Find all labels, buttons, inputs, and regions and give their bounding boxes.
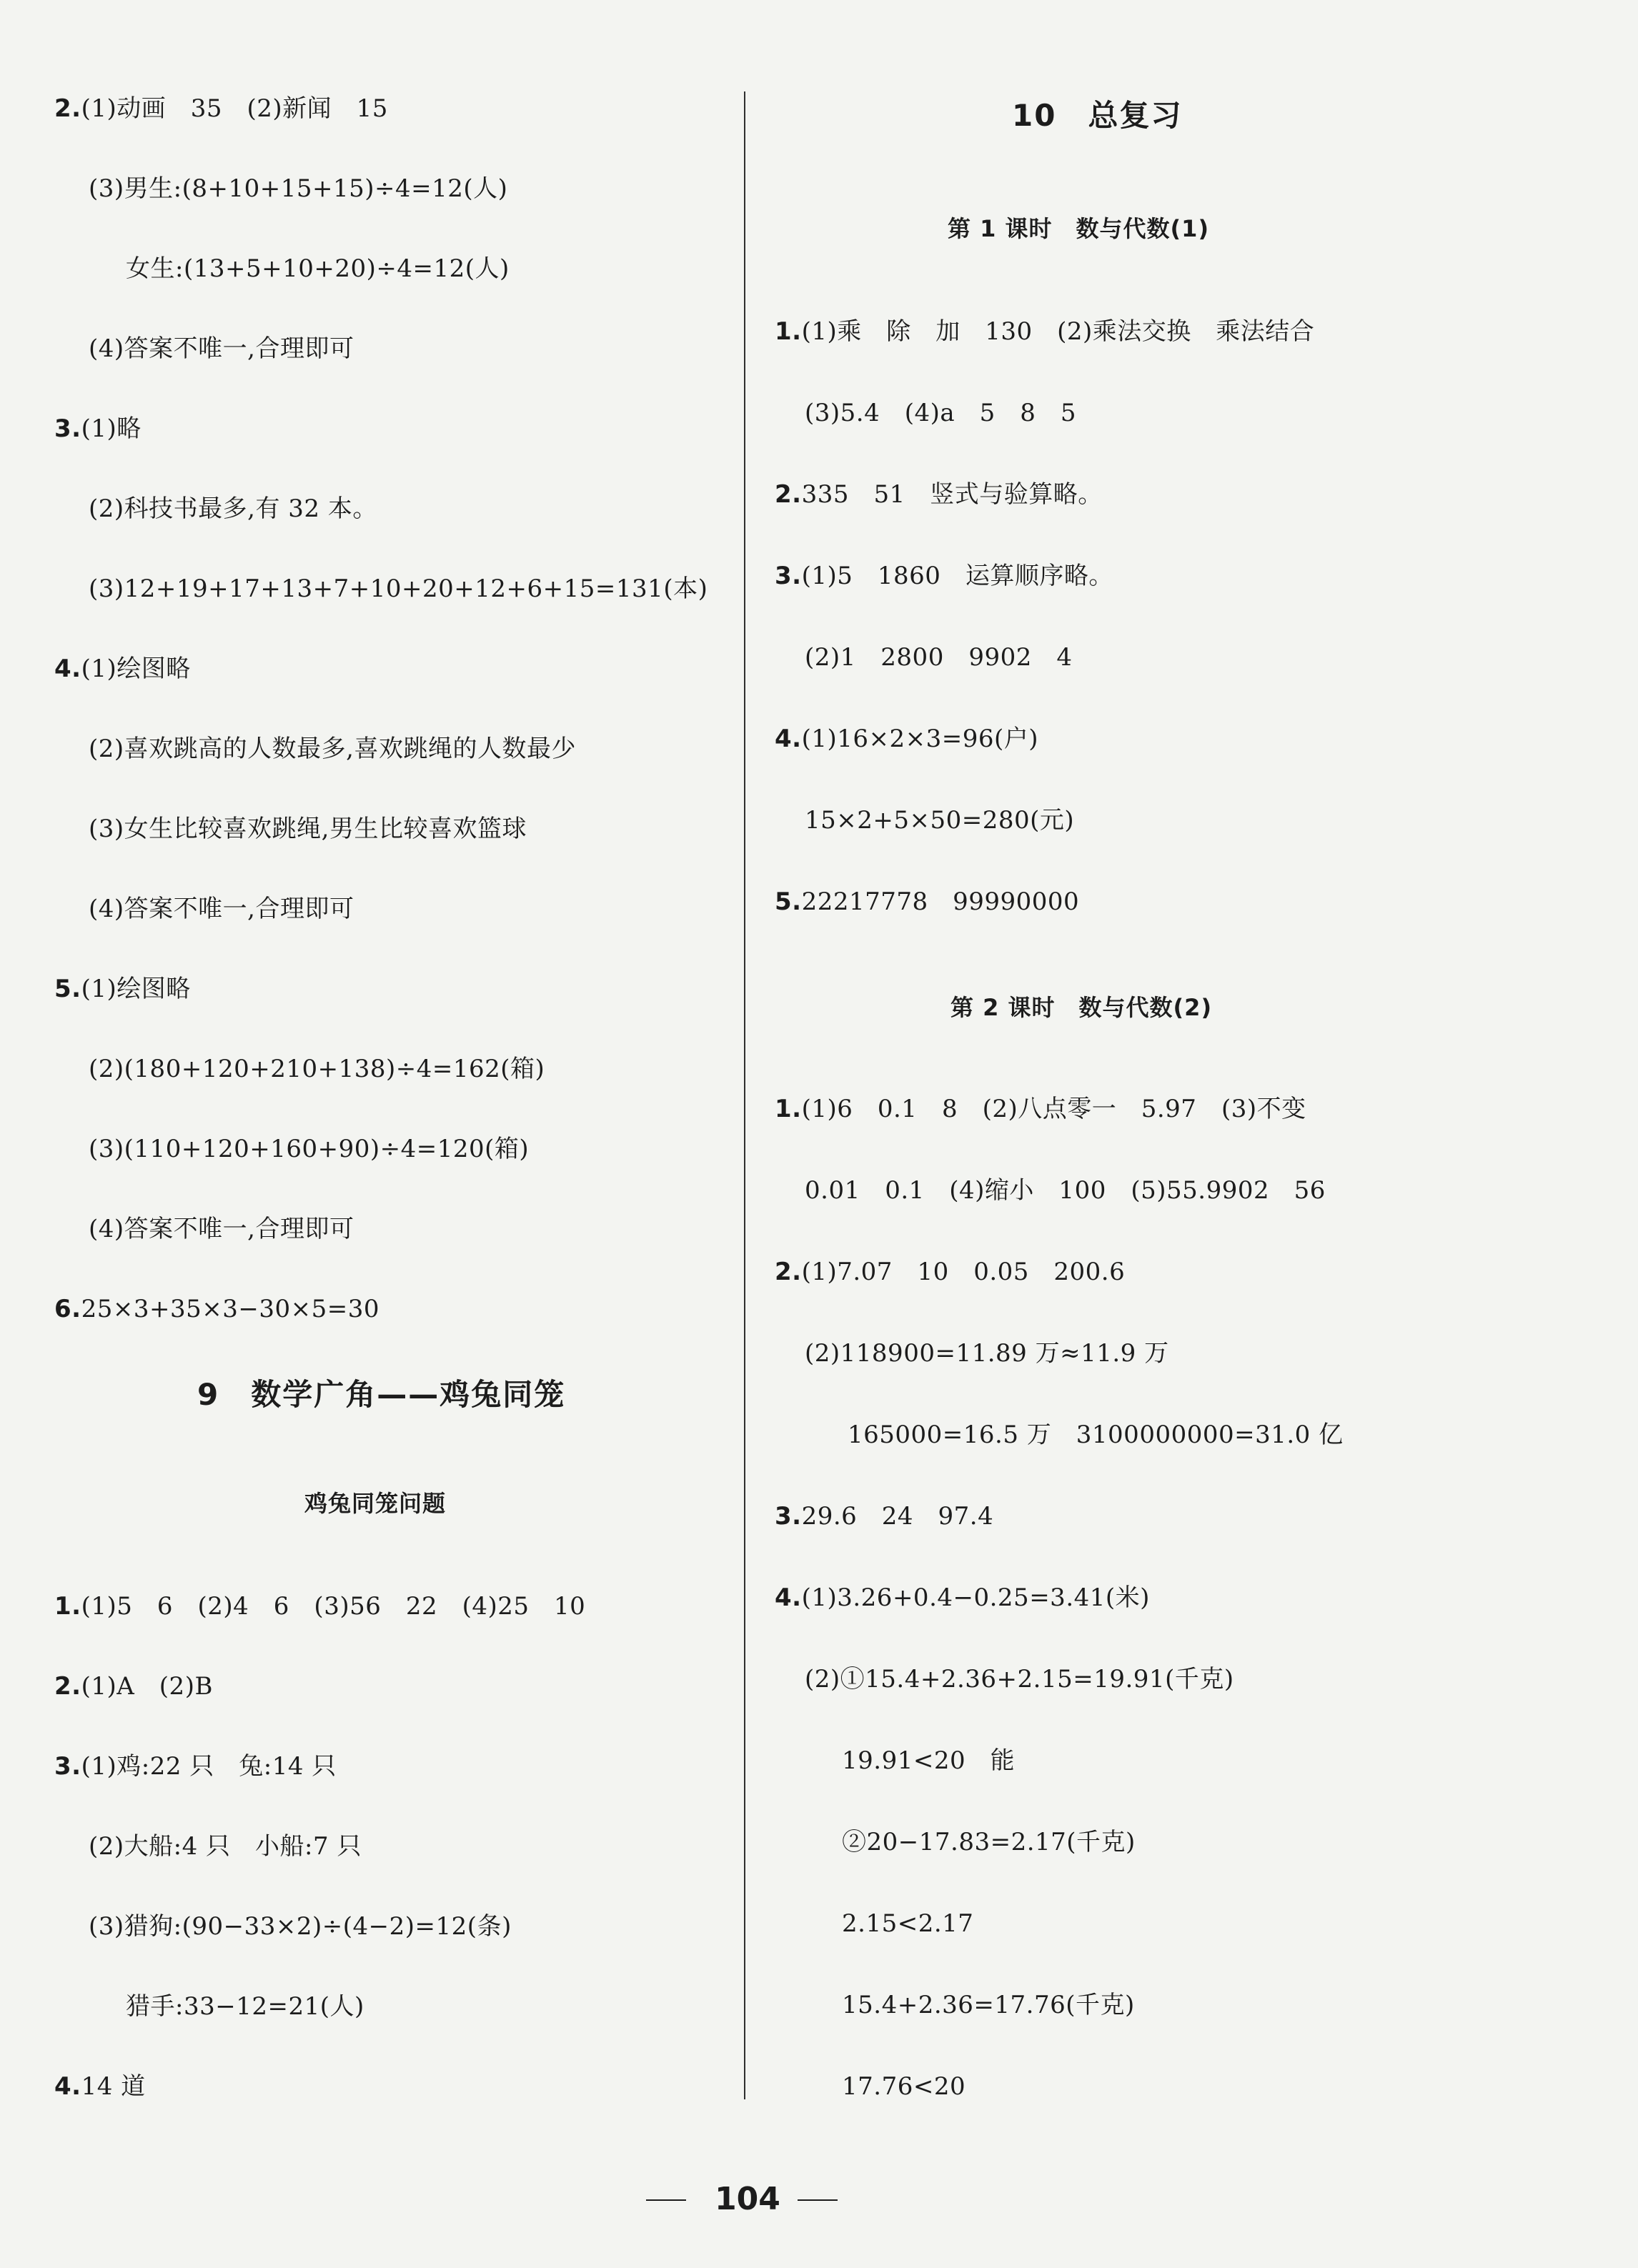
answer-text: 335 51 竖式与验算略。 bbox=[801, 480, 1103, 509]
question-number: 6. bbox=[54, 1295, 81, 1323]
answer-line: ②20−17.83=2.17(千克) bbox=[842, 1828, 1136, 1856]
answer-text: 25×3+35×3−30×5=30 bbox=[81, 1295, 379, 1323]
question-number: 2. bbox=[775, 1258, 802, 1286]
answer-line bbox=[775, 1501, 993, 1532]
answer-line: (3)猎狗:(90−33×2)÷(4−2)=12(条) bbox=[89, 1912, 512, 1941]
answer-text: (1)略 bbox=[81, 414, 142, 443]
answer-line: (2)118900=11.89 万≈11.9 万 bbox=[805, 1339, 1169, 1368]
answer-line bbox=[54, 1591, 585, 1622]
answer-line: (2)1 2800 9902 4 bbox=[805, 643, 1073, 672]
answer-line bbox=[775, 479, 1103, 510]
answer-text: (1)6 0.1 8 (2)八点零一 5.97 (3)不变 bbox=[801, 1095, 1306, 1123]
answer-text: (1)鸡:22 只 兔:14 只 bbox=[81, 1752, 337, 1781]
question-number: 3. bbox=[775, 562, 802, 590]
answer-line: (3)男生:(8+10+15+15)÷4=12(人) bbox=[89, 174, 508, 203]
answer-line bbox=[775, 560, 1113, 592]
answer-line: (2)喜欢跳高的人数最多,喜欢跳绳的人数最少 bbox=[89, 735, 576, 763]
answer-line bbox=[775, 723, 1038, 755]
answer-line: 15.4+2.36=17.76(千克) bbox=[842, 1991, 1135, 2019]
page-footer bbox=[0, 2178, 1638, 2221]
answer-line: (3)女生比较喜欢跳绳,男生比较喜欢篮球 bbox=[89, 815, 527, 843]
answer-line bbox=[54, 413, 142, 444]
question-number: 1. bbox=[775, 317, 802, 346]
answer-text: 29.6 24 97.4 bbox=[801, 1502, 994, 1531]
answer-line bbox=[775, 1093, 1306, 1125]
answer-line bbox=[775, 316, 1314, 347]
question-number: 2. bbox=[775, 480, 802, 509]
answer-text: (1)绘图略 bbox=[81, 655, 191, 683]
lesson-title: 第 1 课时 数与代数(1) bbox=[948, 215, 1210, 242]
question-number: 3. bbox=[54, 414, 81, 443]
column-divider bbox=[744, 91, 745, 2099]
answer-line: (4)答案不唯一,合理即可 bbox=[89, 895, 354, 923]
question-number: 5. bbox=[54, 975, 81, 1003]
page-number: 104 bbox=[715, 2181, 780, 2217]
question-number: 5. bbox=[775, 887, 802, 916]
answer-text: (1)绘图略 bbox=[81, 975, 191, 1003]
answer-line bbox=[54, 93, 388, 124]
question-number: 2. bbox=[54, 94, 81, 123]
answer-line: 女生:(13+5+10+20)÷4=12(人) bbox=[126, 254, 510, 283]
question-number: 4. bbox=[775, 1583, 802, 1612]
answer-line bbox=[54, 973, 191, 1005]
answer-line: 2.15<2.17 bbox=[842, 1909, 974, 1938]
answer-line: (2)①15.4+2.36+2.15=19.91(千克) bbox=[805, 1665, 1234, 1693]
chapter-title: 10 总复习 bbox=[1012, 98, 1183, 133]
question-number: 4. bbox=[775, 725, 802, 753]
chapter-title: 9 数学广角——鸡兔同笼 bbox=[197, 1377, 566, 1412]
answer-text: (1)7.07 10 0.05 200.6 bbox=[801, 1258, 1126, 1286]
answer-line: 17.76<20 bbox=[842, 2072, 966, 2101]
answer-text: (1)A (2)B bbox=[81, 1672, 213, 1701]
answer-line bbox=[54, 653, 191, 685]
answer-line bbox=[54, 2071, 146, 2102]
answer-line: (4)答案不唯一,合理即可 bbox=[89, 334, 354, 363]
answer-text: (1)3.26+0.4−0.25=3.41(米) bbox=[801, 1583, 1150, 1612]
answer-line: 19.91<20 能 bbox=[842, 1746, 1016, 1775]
lesson-title: 第 2 课时 数与代数(2) bbox=[950, 994, 1213, 1021]
answer-line: (2)(180+120+210+138)÷4=162(箱) bbox=[89, 1055, 545, 1083]
question-number: 4. bbox=[54, 2072, 81, 2101]
answer-line: (3)12+19+17+13+7+10+20+12+6+15=131(本) bbox=[89, 575, 708, 603]
answer-text: (1)5 1860 运算顺序略。 bbox=[801, 562, 1113, 590]
answer-line bbox=[775, 1582, 1150, 1613]
question-number: 3. bbox=[775, 1502, 802, 1531]
footer-dash-right bbox=[798, 2199, 838, 2201]
answer-line bbox=[775, 1256, 1125, 1288]
answer-text: (1)16×2×3=96(户) bbox=[801, 725, 1039, 753]
answer-text: 22217778 99990000 bbox=[801, 887, 1080, 916]
question-number: 1. bbox=[54, 1592, 81, 1621]
answer-line bbox=[54, 1293, 379, 1325]
answer-text: (1)动画 35 (2)新闻 15 bbox=[81, 94, 388, 123]
answer-line bbox=[775, 886, 1079, 917]
answer-line: (2)科技书最多,有 32 本。 bbox=[89, 494, 377, 523]
answer-line bbox=[54, 1751, 337, 1782]
answer-line: 15×2+5×50=280(元) bbox=[805, 806, 1075, 835]
answer-text: (1)乘 除 加 130 (2)乘法交换 乘法结合 bbox=[801, 317, 1315, 346]
question-number: 4. bbox=[54, 655, 81, 683]
answer-line: 165000=16.5 万 3100000000=31.0 亿 bbox=[848, 1421, 1344, 1449]
answer-line bbox=[54, 1671, 213, 1702]
answer-text: (1)5 6 (2)4 6 (3)56 22 (4)25 10 bbox=[81, 1592, 586, 1621]
question-number: 3. bbox=[54, 1752, 81, 1781]
answer-line: 0.01 0.1 (4)缩小 100 (5)55.9902 56 bbox=[805, 1176, 1326, 1205]
answer-text: 14 道 bbox=[81, 2072, 146, 2101]
answer-line: (2)大船:4 只 小船:7 只 bbox=[89, 1832, 362, 1861]
answer-line: (4)答案不唯一,合理即可 bbox=[89, 1215, 354, 1243]
question-number: 1. bbox=[775, 1095, 802, 1123]
footer-dash-left bbox=[646, 2199, 686, 2201]
question-number: 2. bbox=[54, 1672, 81, 1701]
answer-line: 猎手:33−12=21(人) bbox=[126, 1992, 364, 2021]
lesson-title: 鸡兔同笼问题 bbox=[304, 1490, 447, 1517]
answer-line: (3)(110+120+160+90)÷4=120(箱) bbox=[89, 1135, 530, 1163]
answer-line: (3)5.4 (4)a 5 8 5 bbox=[805, 399, 1077, 427]
